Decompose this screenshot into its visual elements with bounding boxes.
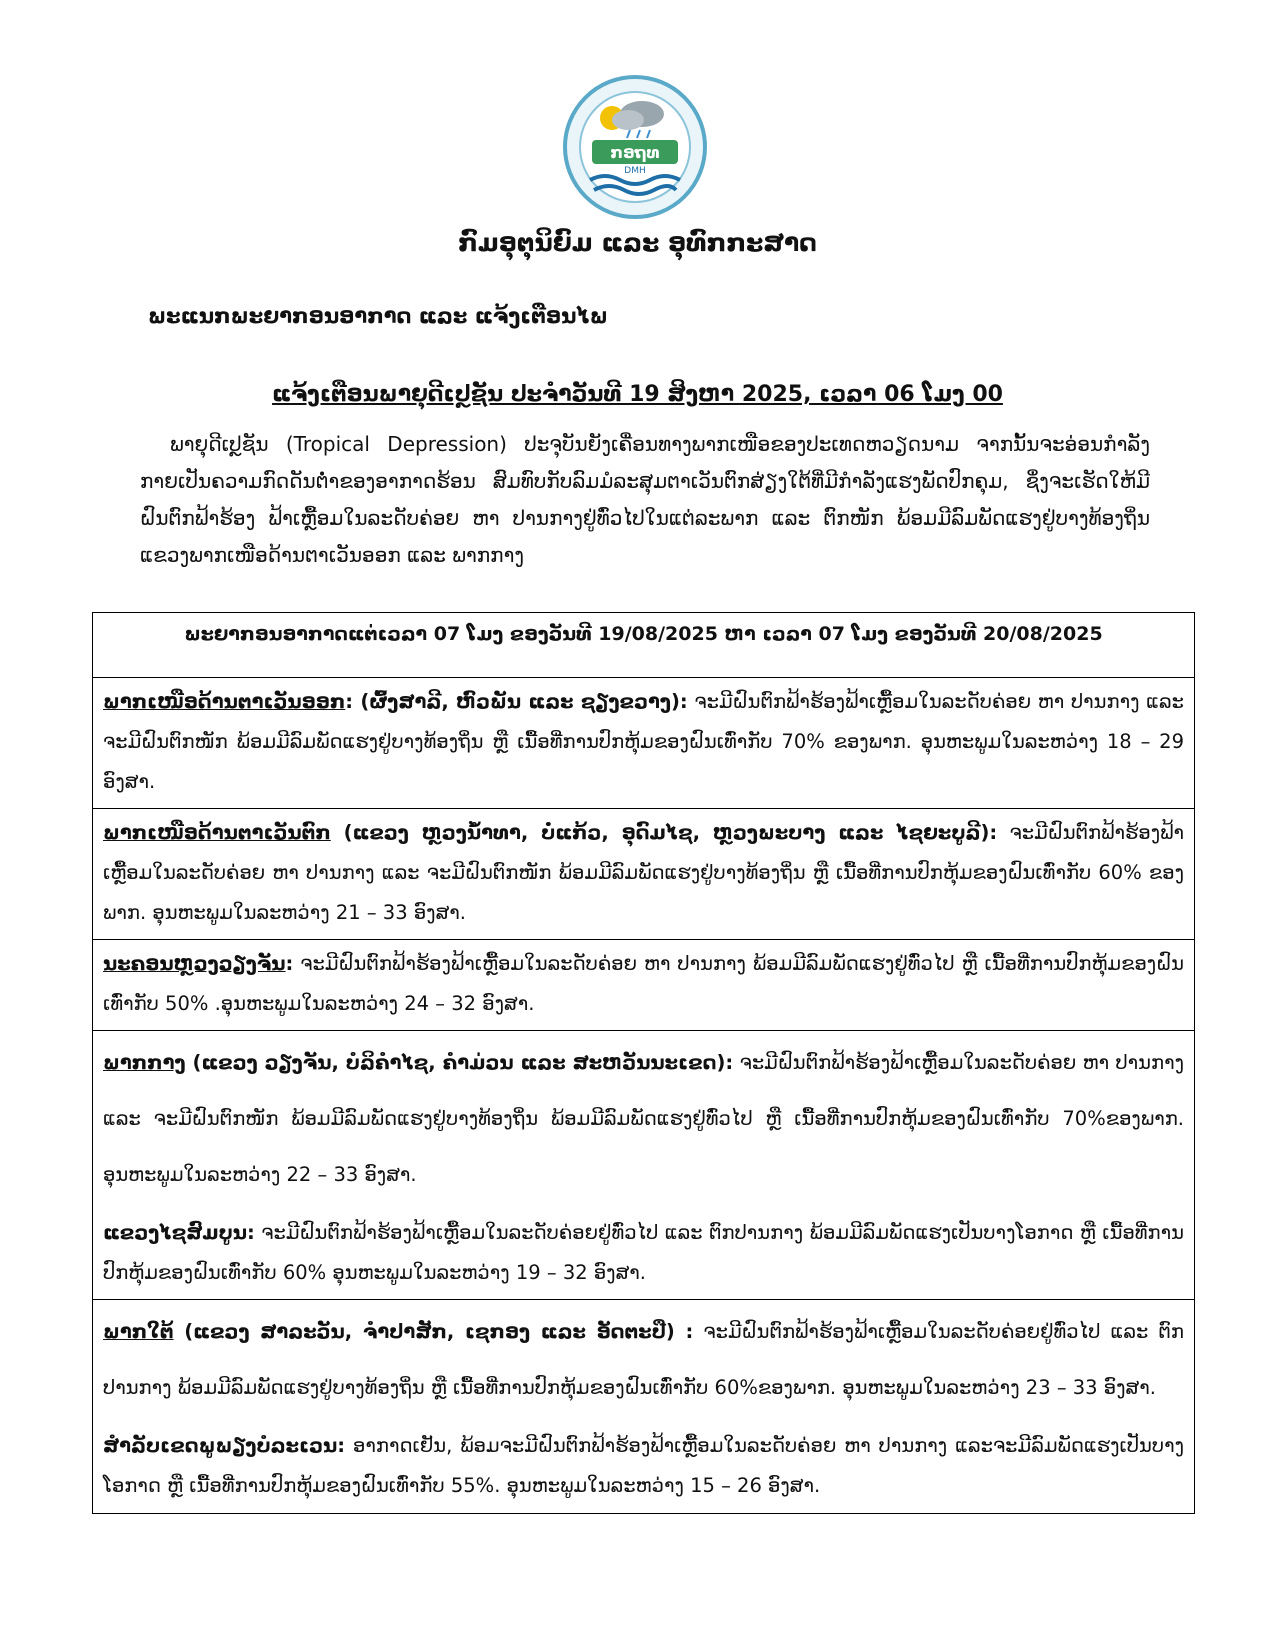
region-text: ຈະມີຝົນຕົກຟ້າຮ້ອງຟ້າເຫຼື້ອມໃນລະດັບຄ່ອຍ ຫາ ປານກາງ ພ້ອມມີລົມພັດແຮງຢູ່ທົ່ວໄປ ຫຼື ເນື້ອທີ່ການປົກຫຸ້ມຂອງຝົນເທົ່າກັບ 50% .ອຸນຫະພູມໃນລະຫວ່າງ 24 – 32 ອົງສາ. (103, 952, 1184, 1015)
region-text: ຈະມີຝົນຕົກຟ້າຮ້ອງຟ້າເຫຼື້ອມໃນລະດັບຄ່ອຍຢູ່ທົ່ວໄປ ແລະ ຕົກປານກາງ ພ້ອມມີລົມພັດແຮງເປັນບາງໂອກາດ ຫຼື ເນື້ອທີ່ການປົກຫຸ້ມຂອງຝົນເທົ່າກັບ 60% ອຸນຫະພູມໃນລະຫວ່າງ 19 – 32 ອົງສາ. (103, 1221, 1184, 1284)
region-name: ແຂວງໄຊສົມບູນ (103, 1221, 248, 1244)
dmh-logo-icon (560, 72, 710, 222)
region-provinces: : (337, 1434, 346, 1457)
region-provinces: : (ຜົ້ງສາລີ, ຫົວພັນ ແລະ ຊຽງຂວາງ): (345, 690, 688, 713)
region-text: ຈະມີຝົນຕົກຟ້າຮ້ອງຟ້າເຫຼື້ອມໃນລະດັບຄ່ອຍຢູ່ທົ່ວໄປ ແລະ ຕົກປານກາງ ພ້ອມມີລົມພັດແຮງຢູ່ບາງທ້ອງຖິ່ນ ຫຼື ເນື້ອທີ່ການປົກຫຸ້ມຂອງຝົນເທົ່າກັບ 60%ຂອງພາກ. ອຸນຫະພູມໃນລະຫວ່າງ 23 – 33 ອົງສາ. (103, 1320, 1184, 1399)
region-name: ພາກໃຕ້ (103, 1320, 174, 1343)
region-name: ພາກເໜືອດ້ານຕາເວັນຕົກ (103, 821, 331, 844)
region-provinces: (ແຂວງ ວຽງຈັນ, ບໍລິຄຳໄຊ, ຄຳມ່ວນ ແລະ ສະຫວັນນະເຂດ): (185, 1051, 734, 1074)
region-name: ພາກເໜືອດ້ານຕາເວັນອອກ (103, 690, 346, 713)
region-central (93, 1030, 1194, 1209)
region-name: ນະຄອນຫຼວງວຽງຈັນ (103, 952, 286, 975)
division-name: ພະແນກພະຍາກອນອາກາດ ແລະ ແຈ້ງເຕືອນໄພ (148, 304, 608, 328)
region-provinces: : (285, 952, 294, 975)
logo-abbrev: DMH (624, 166, 646, 176)
logo-text: ກອຖທ (610, 143, 660, 162)
region-provinces: (ແຂວງ ສາລະວັນ, ຈຳປາສັກ, ເຊກອງ ແລະ ອັດຕະປື) : (173, 1320, 694, 1343)
region-text: ຈະມີຝົນຕົກຟ້າຮ້ອງຟ້າເຫຼື້ອມໃນລະດັບຄ່ອຍ ຫາ ປານກາງ ແລະ ຈະມີຝົນຕົກໜັກ ພ້ອມມີລົມພັດແຮງຢູ່ບາງທ້ອງຖິ່ນ ພ້ອມມີລົມພັດແຮງຢູ່ທົ່ວໄປ ຫຼື ເນື້ອທີ່ການປົກຫຸ້ມຂອງຝົນເທົ່າກັບ 70%ຂອງພາກ. ອຸນຫະພູມໃນລະຫວ່າງ 22 – 33 ອົງສາ. (103, 1051, 1184, 1186)
region-text: ຈະມີຝົນຕົກຟ້າຮ້ອງຟ້າເຫຼື້ອມໃນລະດັບຄ່ອຍ ຫາ ປານກາງ ແລະ ຈະມີຝົນຕົກໜັກ ພ້ອມມີລົມພັດແຮງຢູ່ບາງທ້ອງຖິ່ນ ຫຼື ເນື້ອທີ່ການປົກຫຸ້ມຂອງຝົນເທົ່າກັບ 70% ຂອງພາກ. ອຸນຫະພູມໃນລະຫວ່າງ 18 – 29 ອົງສາ. (103, 690, 1184, 793)
region-northwest (93, 808, 1194, 939)
region-name: ພາກກາງ (103, 1051, 186, 1074)
region-name: ສຳລັບເຂດພູພຽງບໍລະເວນ (103, 1434, 338, 1457)
forecast-heading: ພະຍາກອນອາກາດແຕ່ເວລາ 07 ໂມງ ຂອງວັນທີ 19/08/2025 ຫາ ເວລາ 07 ໂມງ ຂອງວັນທີ 20/08/2025 (184, 623, 1103, 645)
region-provinces: (ແຂວງ ຫຼວງນ້ຳທາ, ບໍ່ແກ້ວ, ອຸດົມໄຊ, ຫຼວງພະບາງ ແລະ ໄຊຍະບູລີ): (330, 821, 998, 844)
region-xaisomboun (93, 1209, 1194, 1299)
intro-paragraph: ພາຍຸດີເປຼຊັນ (Tropical Depression) ປະຈຸບັນຍັງເຄື່ອນທາງພາກເໜືອຂອງປະເທດຫວຽດນາມ ຈາກນັ້ນຈະອ່ອນກຳລັງກາຍເປັນຄວາມກົດດັນຕ່ຳຂອງອາກາດຮ້ອນ ສົມທົບກັບລົມມໍລະສຸມຕາເວັນຕົກສ່ຽງໃຕ້ທີ່ມີກຳລັງແຮງພັດປົກຄຸມ, ຊຶ່ງຈະເຮັດໃຫ້ມີຝົນຕົກຟ້າຮ້ອງ ຟ້າເຫຼື້ອມໃນລະດັບຄ່ອຍ ຫາ ປານກາງຢູ່ທົ່ວໄປໃນແຕ່ລະພາກ ແລະ ຕົກໜັກ ພ້ອມມີລົມພັດແຮງຢູ່ບາງທ້ອງຖິ່ນ ແຂວງພາກເໜືອດ້ານຕາເວັນອອກ ແລະ ພາກກາງ (140, 432, 1150, 567)
region-south (93, 1299, 1194, 1422)
region-provinces: : (247, 1221, 255, 1244)
region-text: ອາກາດເຢັນ, ພ້ອມຈະມີຝົນຕົກຟ້າຮ້ອງຟ້າເຫຼື້ອມໃນລະດັບຄ່ອຍ ຫາ ປານກາງ ແລະຈະມີລົມພັດແຮງເປັນບາງໂອກາດ ຫຼື ເນື້ອທີ່ການປົກຫຸ້ມຂອງຝົນເທົ່າກັບ 55%. ອຸນຫະພູມໃນລະຫວ່າງ 15 – 26 ອົງສາ. (103, 1434, 1184, 1497)
ministry-name: ກົມອຸຕຸນິຍົມ ແລະ ອຸທົກກະສາດ (458, 228, 817, 257)
region-bolaven-plateau (93, 1422, 1194, 1512)
region-vientiane-capital (93, 939, 1194, 1030)
forecast-box (92, 612, 1195, 1514)
region-northeast (93, 677, 1194, 808)
document-title: ແຈ້ງເຕືອນພາຍຸດີເປຼຊັນ ປະຈຳວັນທີ 19 ສິງຫາ 2025, ເວລາ 06 ໂມງ 00 (272, 382, 1003, 407)
region-text: ຈະມີຝົນຕົກຟ້າຮ້ອງຟ້າເຫຼື້ອມໃນລະດັບຄ່ອຍ ຫາ ປານກາງ ແລະ ຈະມີຝົນຕົກໜັກ ພ້ອມມີລົມພັດແຮງຢູ່ບາງທ້ອງຖິ່ນ ຫຼື ເນື້ອທີ່ການປົກຫຸ້ມຂອງຝົນເທົ່າກັບ 60% ຂອງພາກ. ອຸນຫະພູມໃນລະຫວ່າງ 21 – 33 ອົງສາ. (103, 821, 1185, 924)
